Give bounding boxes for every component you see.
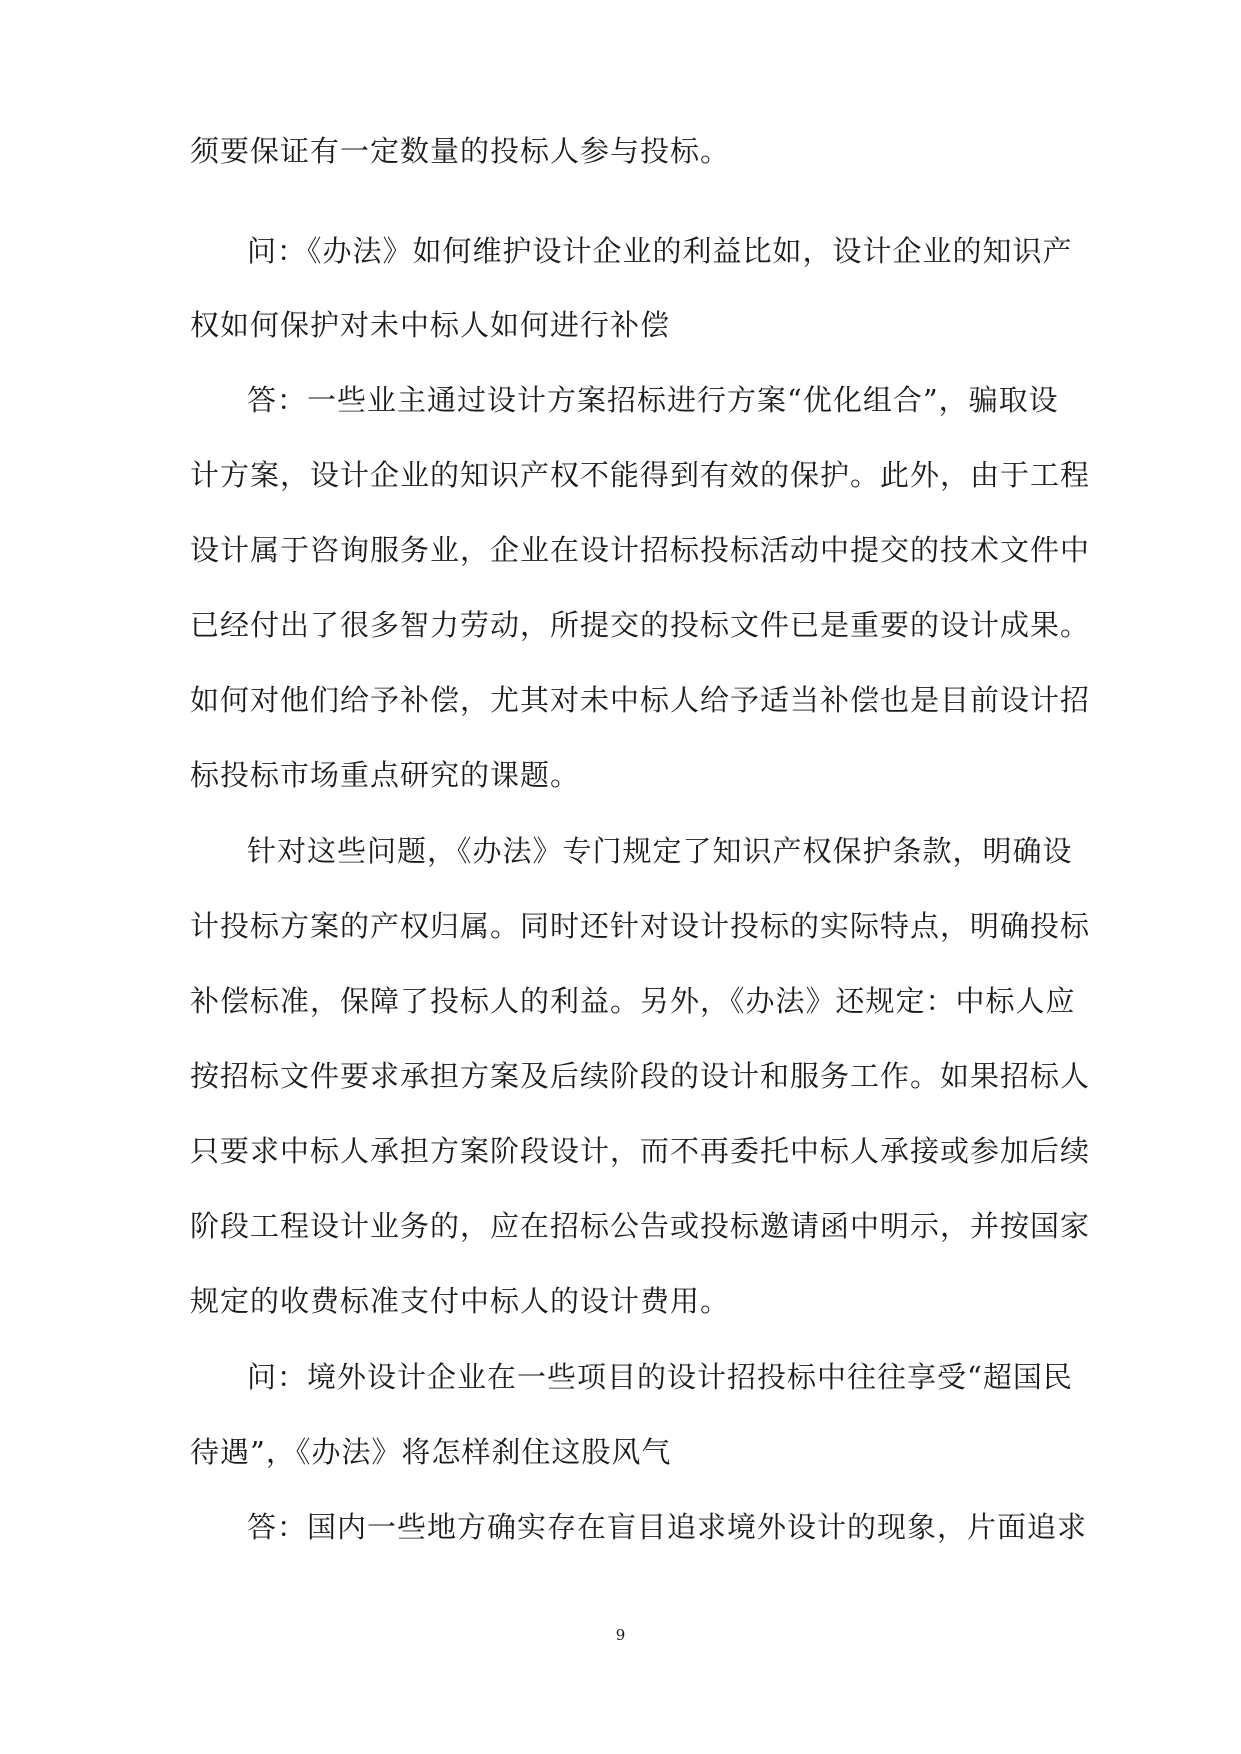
text-line: 问：《办法》如何维护设计企业的利益比如，设计企业的知识产 (247, 234, 1073, 268)
text-line: 如何对他们给予补偿，尤其对未中标人给予适当补偿也是目前设计招 (190, 683, 1091, 717)
text-line: 标投标市场重点研究的课题。 (190, 758, 581, 792)
text-line: 问：境外设计企业在一些项目的设计招投标中往往享受“超国民 (247, 1360, 1073, 1394)
text-line: 针对这些问题，《办法》专门规定了知识产权保护条款，明确设 (247, 834, 1073, 868)
text-line: 只要求中标人承担方案阶段设计，而不再委托中标人承接或参加后续 (190, 1134, 1091, 1168)
text-line: 待遇”，《办法》将怎样刹住这股风气 (190, 1435, 672, 1469)
text-line: 阶段工程设计业务的，应在招标公告或投标邀请函中明示，并按国家 (190, 1209, 1091, 1243)
text-line: 计方案，设计企业的知识产权不能得到有效的保护。此外，由于工程 (190, 458, 1091, 492)
text-line: 设计属于咨询服务业，企业在设计招标投标活动中提交的技术文件中 (190, 533, 1091, 567)
text-line: 计投标方案的产权归属。同时还针对设计投标的实际特点，明确投标 (190, 909, 1091, 943)
page-number: 9 (615, 1626, 626, 1644)
text-line: 须要保证有一定数量的投标人参与投标。 (190, 134, 731, 168)
text-line: 已经付出了很多智力劳动，所提交的投标文件已是重要的设计成果。 (190, 608, 1091, 642)
text-line: 补偿标准，保障了投标人的利益。另外，《办法》还规定：中标人应 (190, 984, 1076, 1018)
text-line: 答：国内一些地方确实存在盲目追求境外设计的现象，片面追求 (247, 1510, 1088, 1544)
text-line: 权如何保护对未中标人如何进行补偿 (190, 308, 671, 342)
text-line: 答：一些业主通过设计方案招标进行方案“优化组合”，骗取设 (247, 383, 1059, 417)
text-line: 规定的收费标准支付中标人的设计费用。 (190, 1284, 731, 1318)
text-line: 按招标文件要求承担方案及后续阶段的设计和服务工作。如果招标人 (190, 1059, 1091, 1093)
